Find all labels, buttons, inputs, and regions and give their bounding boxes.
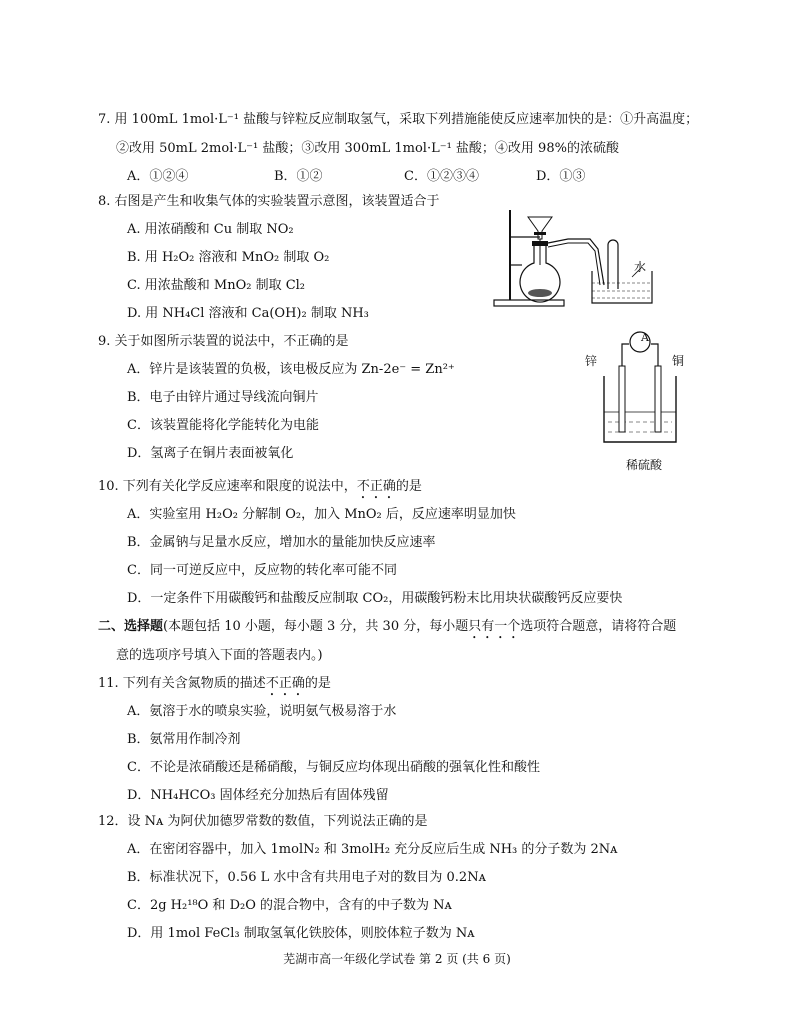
q12-option-c: C．2g H₂¹⁸O 和 D₂O 的混合物中，含有的中子数为 Nᴀ [127, 898, 452, 913]
q11-option-b: B．氨常用作制冷剂 [127, 732, 241, 747]
water-label: 水 [634, 260, 647, 274]
q10-stem-prefix: 10. 下列有关化学反应速率和限度的说法中， [98, 479, 357, 494]
section2-title: 二、选择题 [98, 619, 164, 634]
copper-label: 铜 [672, 354, 685, 368]
zinc-label: 锌 [585, 354, 598, 368]
q7-option-a: A．①②④ [127, 169, 189, 184]
q7-stem-line1: 7. 用 100mL 1mol·L⁻¹ 盐酸与锌粒反应制取氢气，采取下列措施能使反应速率加快的是：①升高温度； [98, 112, 699, 127]
q10-stem [98, 478, 422, 502]
q11-stem-suffix: 的是 [304, 676, 331, 691]
q11-option-a: A．氨溶于水的喷泉实验，说明氨气极易溶于水 [127, 704, 397, 719]
q11-option-c: C．不论是浓硝酸还是稀硝酸，与铜反应均体现出硝酸的强氧化性和酸性 [127, 760, 540, 775]
q12-stem: 12．设 Nᴀ 为阿伏加德罗常数的数值，下列说法正确的是 [98, 814, 428, 829]
section2-desc-b: 选项符合题意，请将符合题 [520, 619, 677, 634]
q7-option-d: D．①③ [536, 169, 586, 184]
ammeter-label: A [641, 331, 649, 344]
q8-option-b: B. 用 H₂O₂ 溶液和 MnO₂ 制取 O₂ [127, 250, 330, 265]
q8-option-a: A. 用浓硝酸和 Cu 制取 NO₂ [127, 222, 294, 237]
q12-option-b: B．标准状况下，0.56 L 水中含有共用电子对的数目为 0.2Nᴀ [127, 870, 486, 885]
q11-stem-prefix: 11. 下列有关含氮物质的描述 [98, 676, 266, 691]
q9-stem: 9. 关于如图所示装置的说法中，不正确的是 [98, 334, 349, 349]
q9-option-c: C．该装置能将化学能转化为电能 [127, 418, 319, 433]
q9-option-a: A．锌片是该装置的负极，该电极反应为 Zn-2e⁻ = Zn²⁺ [127, 362, 455, 377]
q10-stem-suffix: 的是 [395, 479, 422, 494]
q11-stem [98, 675, 331, 699]
q10-stem-emphasis: 不正确 [356, 479, 396, 494]
q12-option-a: A．在密闭容器中，加入 1molN₂ 和 3molH₂ 充分反应后生成 NH₃ 的分子数为 2Nᴀ [127, 842, 618, 857]
q8-option-c: C. 用浓盐酸和 MnO₂ 制取 Cl₂ [127, 278, 306, 293]
q7-option-c: C．①②③④ [404, 169, 479, 184]
q10-option-b: B．金属钠与足量水反应，增加水的量能加快反应速率 [127, 535, 436, 550]
q10-option-d: D．一定条件下用碳酸钙和盐酸反应制取 CO₂，用碳酸钙粉末比用块状碳酸钙反应要快 [127, 591, 623, 606]
section2-desc-emphasis: 只有一个 [468, 619, 521, 634]
q10-option-a: A．实验室用 H₂O₂ 分解制 O₂，加入 MnO₂ 后，反应速率明显加快 [127, 507, 516, 522]
dilute-sulfuric-acid-label: 稀硫酸 [626, 458, 663, 472]
page-footer: 芜湖市高一年级化学试卷 第 2 页 (共 6 页) [283, 952, 511, 966]
section2-header [98, 618, 676, 642]
section2-desc-a: (本题包括 10 小题，每小题 3 分，共 30 分，每小题 [163, 619, 469, 634]
galvanic-cell-figure [590, 326, 690, 452]
q7-stem-line2: ②改用 50mL 2mol·L⁻¹ 盐酸；③改用 300mL 1mol·L⁻¹ 盐酸；④改用 98%的浓硫酸 [116, 141, 619, 156]
q9-option-b: B．电子由锌片通过导线流向铜片 [127, 390, 319, 405]
q10-option-c: C．同一可逆反应中，反应物的转化率可能不同 [127, 563, 397, 578]
q12-option-d: D．用 1mol FeCl₃ 制取氢氧化铁胶体，则胶体粒子数为 Nᴀ [127, 926, 475, 941]
q8-stem: 8. 右图是产生和收集气体的实验装置示意图，该装置适合于 [98, 194, 440, 209]
q7-option-b: B．①② [274, 169, 323, 184]
q8-option-d: D. 用 NH₄Cl 溶液和 Ca(OH)₂ 制取 NH₃ [127, 306, 369, 321]
section2-desc-line2: 意的选项序号填入下面的答题表内。) [116, 648, 323, 663]
q11-option-d: D．NH₄HCO₃ 固体经充分加热后有固体残留 [127, 788, 389, 803]
q11-stem-emphasis: 不正确 [265, 676, 305, 691]
q9-option-d: D．氢离子在铜片表面被氧化 [127, 446, 294, 461]
